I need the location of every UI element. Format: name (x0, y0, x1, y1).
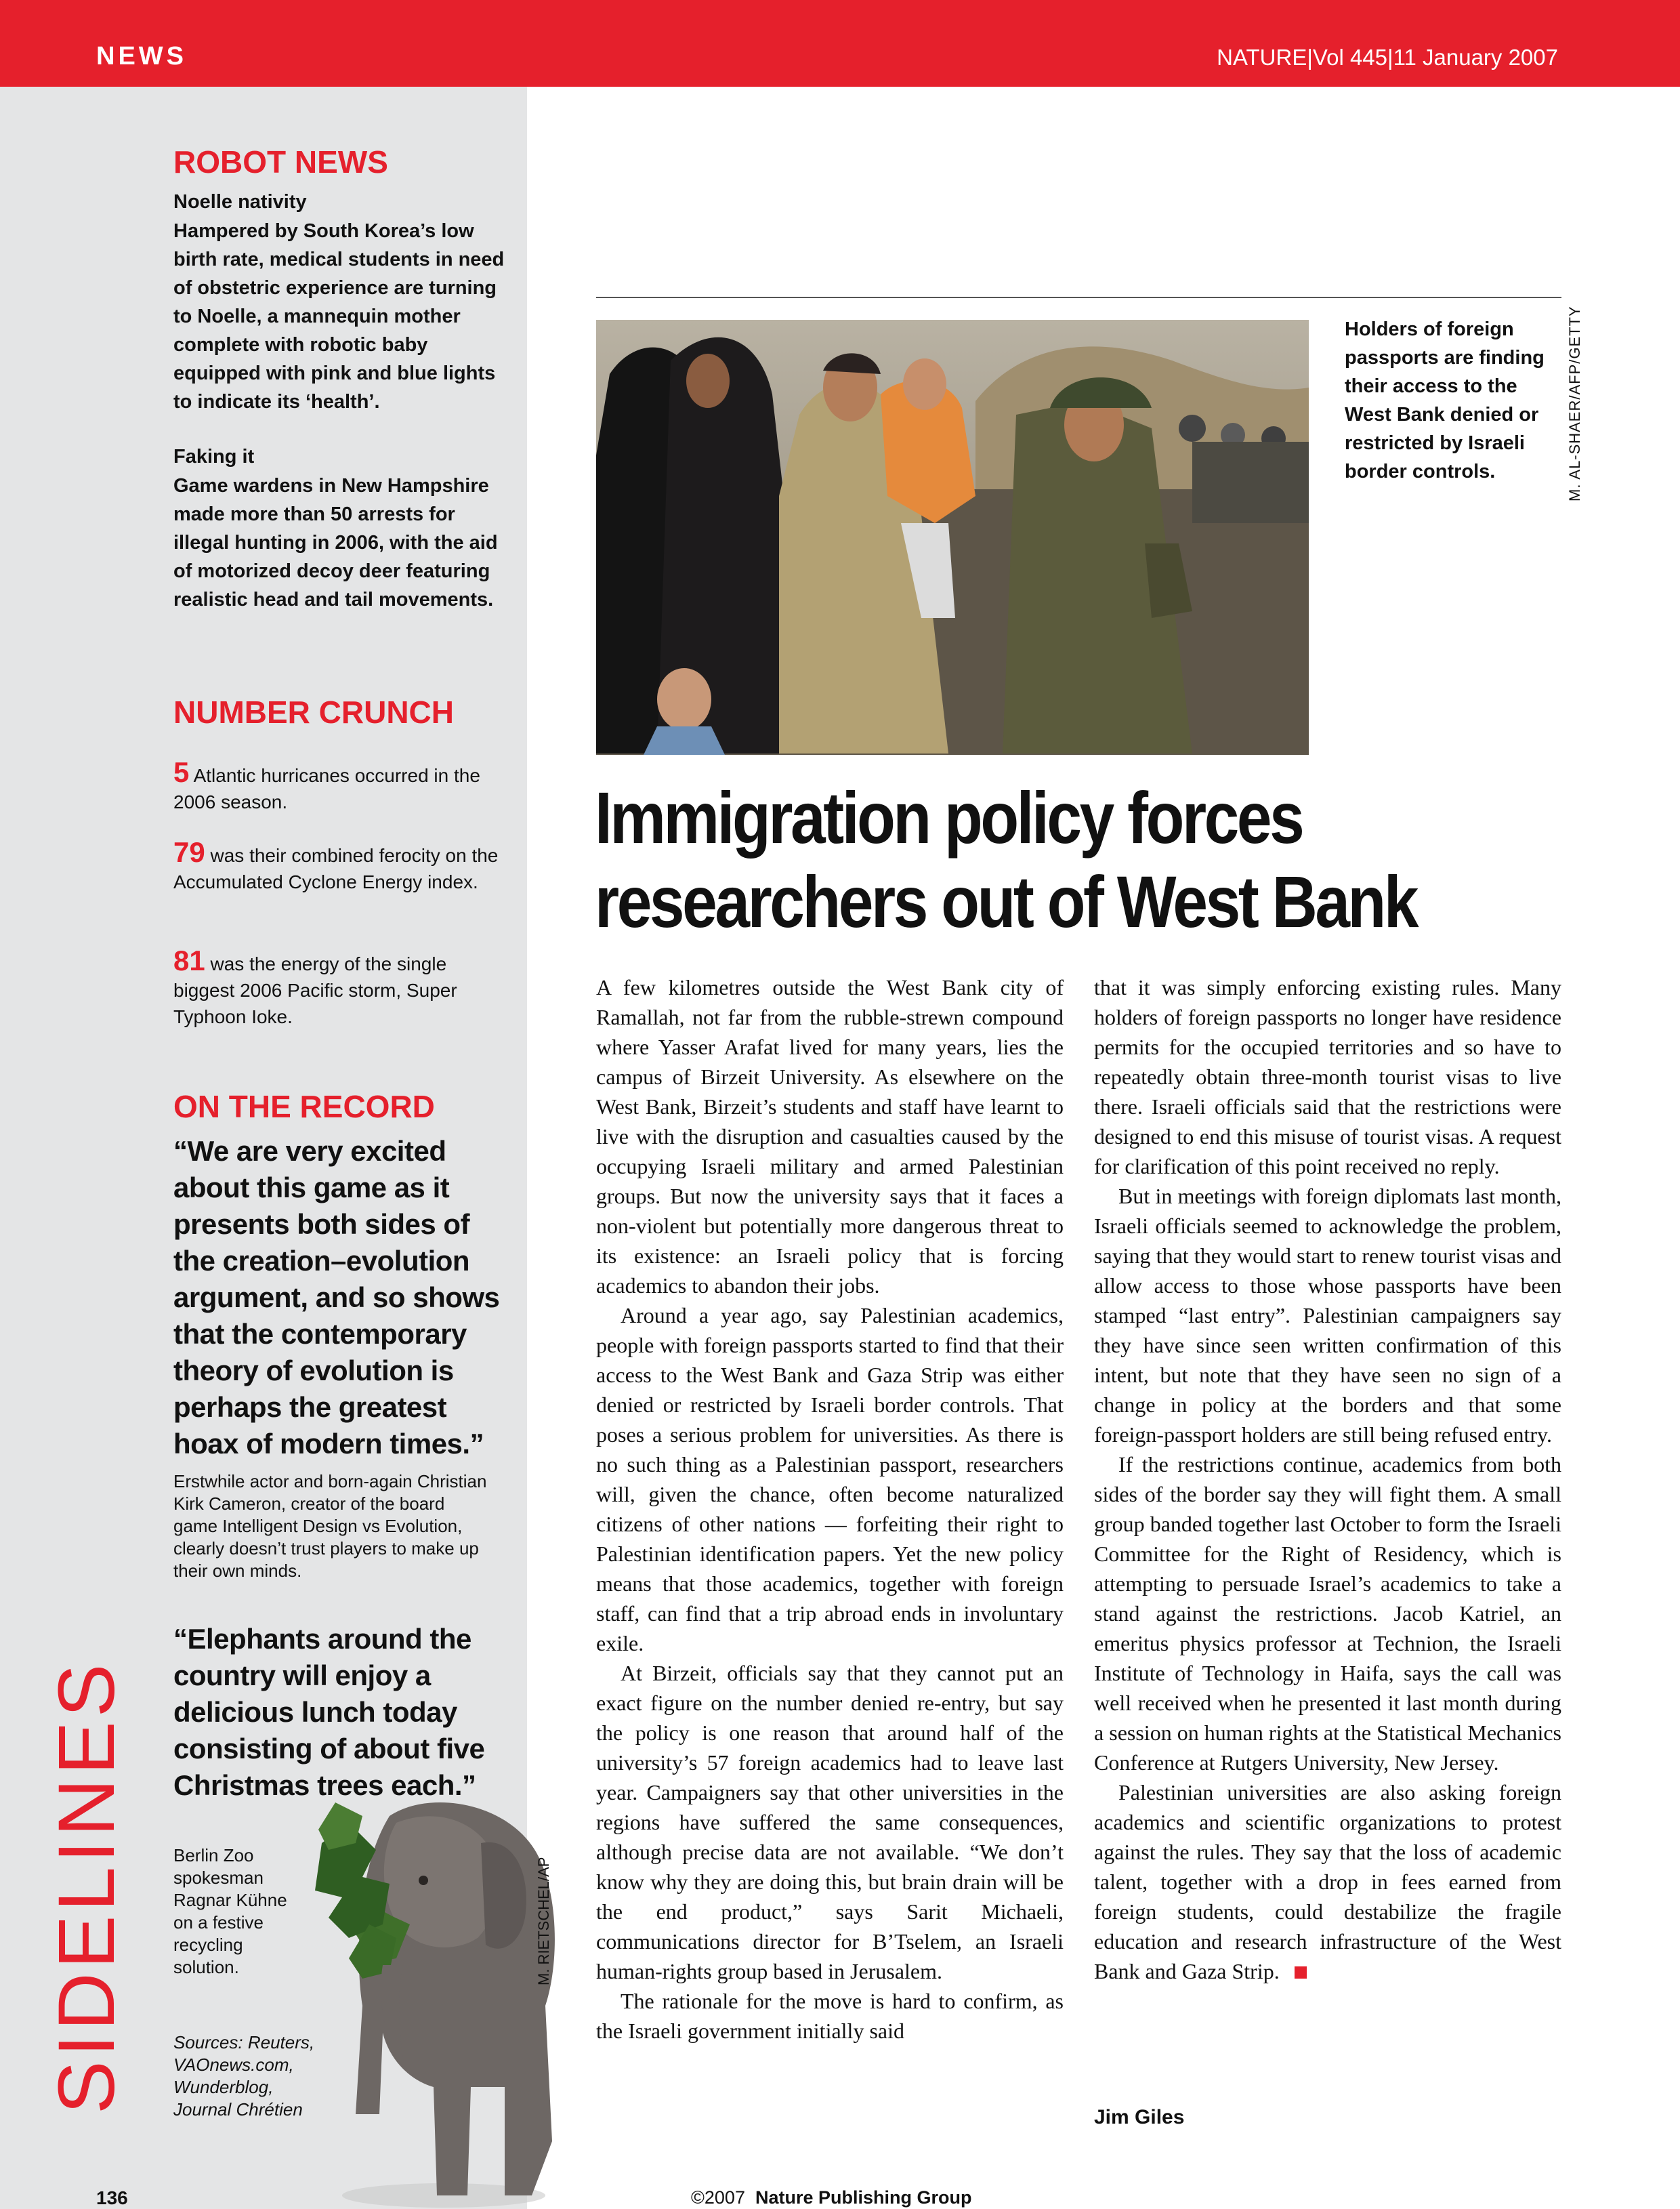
photo-top-rule (596, 297, 1561, 298)
record-quote: “Elephants around the country will enjoy a delicious lunch today consisting of about five Christmas trees each.” (173, 1623, 485, 1801)
paragraph-text: Palestinian universities are also asking foreign academics and scientific organizations to protest against the rules. They say that the loss of academic talent, together with a drop in fees earned from foreign students, could destabilize the fragile education and research infrastructure of the West Bank and Gaza Strip. (1094, 1780, 1561, 1983)
headline-line: researchers out of West Bank (595, 861, 1417, 943)
publisher: Nature Publishing Group (755, 2187, 972, 2208)
elephant-photo-credit: M. RIETSCHEL/AP (535, 1857, 552, 1985)
number-crunch-text: was the energy of the single biggest 2006 Pacific storm, Super Typhoon Ioke. (173, 953, 457, 1027)
paragraph: Around a year ago, say Palestinian academics, people with foreign passports started to find that their access to the West Bank and Gaza Strip was either denied or restricted by Israeli border controls. That poses a serious problem for universities. As there is no such thing as a Palestinian passport, researchers will, given the chance, often become naturalized citizens of other nations — forfeiting their right to Palestinian identification papers. Yet the new policy means that those academics, together with foreign staff, can find that a trip abroad ends in involuntary exile. (596, 1303, 1064, 1655)
number-crunch-item (173, 756, 499, 815)
number-crunch-value: 81 (173, 945, 205, 976)
record-attribution: Berlin Zoo spokesman Ragnar Kühne on a festive recycling solution. (173, 1845, 287, 1977)
robot-news-item-text: Game wardens in New Hampshire made more than 50 arrests for illegal hunting in 2006, with the aid of motorized decoy deer featuring realistic head and tail movements. (173, 475, 498, 611)
checkpoint-photo (596, 320, 1309, 755)
robot-news-item-title: Faking it (173, 446, 255, 468)
issue-info: NATURE|Vol 445|11 January 2007 (1217, 45, 1558, 70)
paragraph: The rationale for the move is hard to confirm, as the Israeli government initially said (596, 1989, 1064, 2043)
paragraph (1094, 1777, 1561, 1986)
paragraph: At Birzeit, officials say that they cannot put an exact figure on the number denied re-entry, but say the policy is one reason that around half of the university’s 57 foreign academics had to leave last year. Campaigners say that other universities in the regions have suffered the same consequences, although precise data are not available. “We don’t know why they are doing this, but brain drain will be the end product,” says Sarit Michaeli, communications director for B’Tselem, an Israeli human-rights group based in Jerusalem. (596, 1661, 1064, 1983)
end-mark-icon (1295, 1966, 1307, 1979)
record-quote: “We are very excited about this game as it presents both sides of the creation–evolution argument, and so shows that the contemporary theory of evolution is perhaps the greatest hoax of modern times.” (173, 1135, 500, 1460)
robot-news-item-text: Hampered by South Korea’s low birth rate, medical students in need of obstetric experience are turning to Noelle, a mannequin mother complete with robotic baby equipped with pink and blue lights to indicate its ‘health’. (173, 220, 505, 413)
robot-news-heading: ROBOT NEWS (173, 144, 388, 180)
headline-line: Immigration policy forces (595, 777, 1303, 859)
article-headline (595, 776, 1433, 944)
paragraph: A few kilometres outside the West Bank city of Ramallah, not far from the rubble-strewn compound where Yasser Arafat lived for many years, lies the campus of Birzeit University. As elsewhere on the West Bank, Birzeit’s students and staff have learnt to live with the disruption and casualties caused by the occupying Israeli military and armed Palestinian groups. But now the university says that it faces a non-violent but potentially more dangerous threat to its existence: an Israeli policy that is forcing academics to abandon their jobs. (596, 975, 1064, 1298)
paragraph: But in meetings with foreign diplomats last month, Israeli officials seemed to acknowledge the problem, saying that they would start to renew tourist visas and allow access to those whose passports have been stamped “last entry”. Palestinian campaigners say they have since seen written confirmation of this intent, but note that they have seen no sign of a change in policy at the borders and that some foreign-passport holders are still being refused entry. (1094, 1184, 1561, 1447)
sidelines-vertical-label: SIDELINES (42, 1659, 131, 2114)
copyright: ©2007 (691, 2187, 745, 2208)
number-crunch-item (173, 947, 499, 1030)
page-number: 136 (96, 2187, 128, 2208)
photo-credit: M. AL-SHAER/AFP/GETTY (1566, 306, 1583, 501)
number-crunch-value: 5 (173, 756, 190, 788)
section-label: NEWS (96, 42, 187, 70)
article-column-2 (1094, 972, 1561, 1986)
sources-note: Sources: Reuters, VAOnews.com, Wunderblog, Journal Chrétien (173, 2032, 315, 2120)
byline: Jim Giles (1094, 2106, 1185, 2128)
header-bar (0, 0, 1680, 87)
paragraph: that it was simply enforcing existing rules. Many holders of foreign passports no longer have residence permits for the occupied territories and so have to repeatedly obtain three-month tourist visas to live there. Israeli officials said that the restrictions were designed to end this misuse of tourist visas. A request for clarification of this point received no reply. (1094, 975, 1561, 1178)
elephant-photo (308, 1762, 572, 2209)
record-attribution: Erstwhile actor and born-again Christian Kirk Cameron, creator of the board game Intelligent Design vs Evolution, clearly doesn’t trust players to make up their own minds. (173, 1471, 487, 1581)
article-column-1 (596, 972, 1064, 2046)
number-crunch-value: 79 (173, 836, 205, 868)
paragraph: If the restrictions continue, academics from both sides of the border say they will fight them. A small group banded together last October to form the Israeli Committee for the Right of Residency, which is attempting to persuade Israel’s academics to take a stand against the restrictions. Jacob Katriel, an emeritus physics professor at Technion, the Israeli Institute of Technology in Haifa, says the call was well received when he presented it last month during a session on human rights at the Statistical Mechanics Conference at Rutgers University, New Jersey. (1094, 1452, 1561, 1775)
robot-news-item-title: Noelle nativity (173, 191, 307, 213)
number-crunch-heading: NUMBER CRUNCH (173, 695, 454, 730)
footer (691, 2187, 972, 2208)
number-crunch-text: Atlantic hurricanes occurred in the 2006 season. (173, 765, 480, 812)
photo-caption: Holders of foreign passports are finding their access to the West Bank denied or restricted by Israeli border controls. (1345, 318, 1545, 482)
number-crunch-text: was their combined ferocity on the Accumulated Cyclone Energy index. (173, 845, 499, 892)
on-the-record-heading: ON THE RECORD (173, 1089, 435, 1124)
number-crunch-item (173, 836, 499, 895)
